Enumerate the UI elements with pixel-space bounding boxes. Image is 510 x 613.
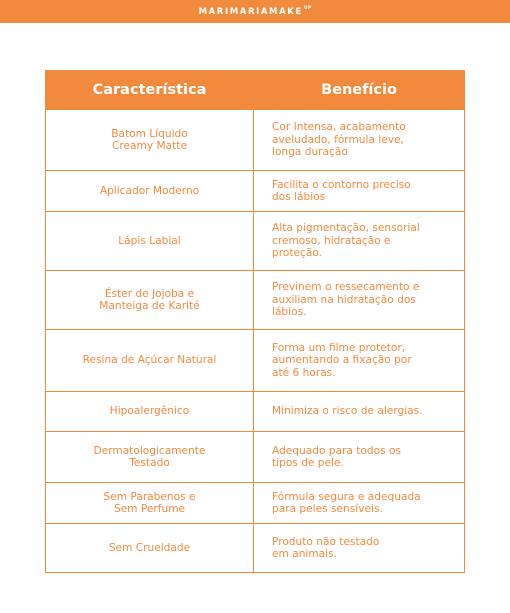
feature-cell: Hipoalergênico: [46, 392, 254, 432]
header-benefit: Benefício: [254, 71, 465, 110]
benefit-cell: Minimiza o risco de alergias.: [254, 392, 465, 432]
benefit-cell: Previnem o ressecamento e auxiliam na hidratação dos lábios.: [254, 271, 465, 330]
brand-header-bar: [0, 0, 510, 23]
feature-cell: Lápis Labial: [46, 212, 254, 271]
table-row: [46, 432, 465, 483]
features-benefits-table: [45, 70, 465, 573]
feature-cell: Batom Líquido Creamy Matte: [46, 110, 254, 171]
table-row: [46, 392, 465, 432]
benefit-cell: Produto não testado em animais.: [254, 524, 465, 573]
feature-cell: Resina de Açúcar Natural: [46, 330, 254, 392]
feature-cell: Sem Parabenos e Sem Perfume: [46, 483, 254, 524]
feature-cell: Éster de Jojoba e Manteiga de Karité: [46, 271, 254, 330]
brand-name: MARIMARIAMAKE: [198, 6, 303, 17]
table-row: [46, 330, 465, 392]
benefit-cell: Cor Intensa, acabamento aveludado, fórmula leve, longa duração: [254, 110, 465, 171]
feature-cell: Aplicador Moderno: [46, 171, 254, 212]
brand-logo: [199, 7, 312, 17]
header-feature: Característica: [46, 71, 254, 110]
benefit-cell: Facilita o contorno preciso dos lábios: [254, 171, 465, 212]
table-row: [46, 212, 465, 271]
benefit-cell: Adequado para todos os tipos de pele.: [254, 432, 465, 483]
table-row: [46, 524, 465, 573]
table-row: [46, 483, 465, 524]
table-row: [46, 271, 465, 330]
feature-cell: Dermatologicamente Testado: [46, 432, 254, 483]
table-row: [46, 171, 465, 212]
benefit-cell: Forma um filme protetor, aumentando a fixação por até 6 horas.: [254, 330, 465, 392]
benefit-cell: Fórmula segura e adequada para peles sensíveis.: [254, 483, 465, 524]
brand-superscript: UP: [303, 5, 312, 11]
feature-cell: Sem Crueldade: [46, 524, 254, 573]
table-row: [46, 110, 465, 171]
table-header-row: [46, 71, 465, 110]
benefit-cell: Alta pigmentação, sensorial cremoso, hidratação e proteção.: [254, 212, 465, 271]
